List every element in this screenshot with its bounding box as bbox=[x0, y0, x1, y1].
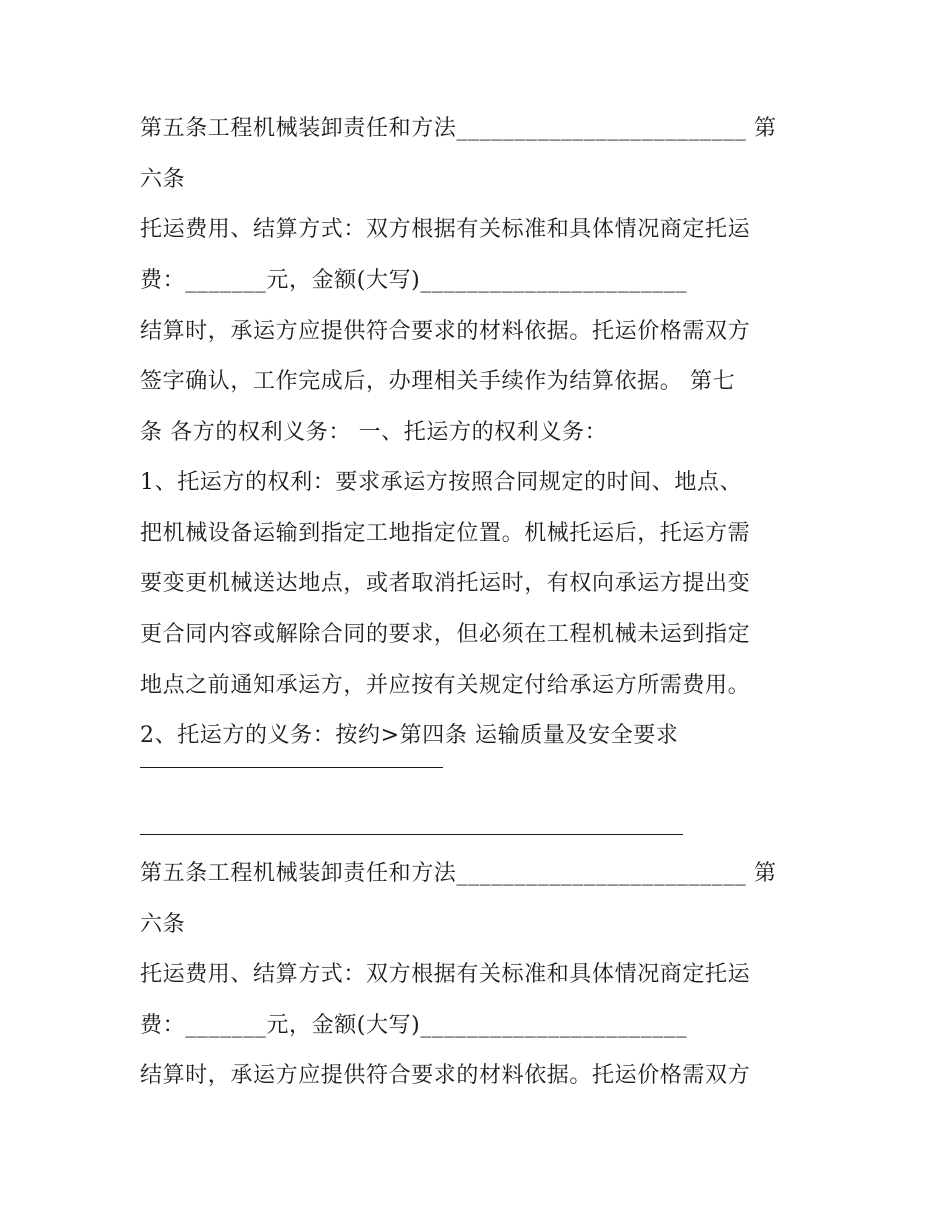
text-line: 托运费用、结算方式：双方根据有关标准和具体情况商定托运 bbox=[140, 217, 751, 242]
text-line: 费：_______元，金额(大写)_______________________ bbox=[140, 1013, 688, 1038]
text-line: 签字确认，工作完成后，办理相关手续作为结算依据。 第七 bbox=[140, 369, 736, 394]
text-line: 2、托运方的义务：按约>第四条 运输质量及安全要求 bbox=[140, 723, 679, 748]
text-line: 六条 bbox=[140, 167, 186, 192]
text-line: 费：_______元，金额(大写)_______________________ bbox=[140, 268, 688, 293]
text-line: 把机械设备运输到指定工地指定位置。机械托运后，托运方需 bbox=[140, 521, 751, 546]
text-line: 地点之前通知承运方，并应按有关规定付给承运方所需费用。 bbox=[140, 673, 751, 698]
text-line: 六条 bbox=[140, 912, 186, 937]
blank-underline bbox=[140, 767, 443, 768]
text-line: 第五条工程机械装卸责任和方法_________________________ 第 bbox=[140, 116, 777, 141]
blank-underline bbox=[140, 834, 683, 835]
text-line: 第五条工程机械装卸责任和方法_________________________ 第 bbox=[140, 861, 777, 886]
text-line: 1、托运方的权利：要求承运方按照合同规定的时间、地点、 bbox=[140, 470, 743, 495]
text-line: 结算时，承运方应提供符合要求的材料依据。托运价格需双方 bbox=[140, 1063, 751, 1088]
text-line: 更合同内容或解除合同的要求，但必须在工程机械未运到指定 bbox=[140, 622, 751, 647]
text-line: 条 各方的权利义务： 一、托运方的权利义务： bbox=[140, 420, 608, 445]
text-line: 托运费用、结算方式：双方根据有关标准和具体情况商定托运 bbox=[140, 962, 751, 987]
text-line: 结算时，承运方应提供符合要求的材料依据。托运价格需双方 bbox=[140, 319, 751, 344]
text-line: 要变更机械送达地点，或者取消托运时，有权向承运方提出变 bbox=[140, 571, 751, 596]
